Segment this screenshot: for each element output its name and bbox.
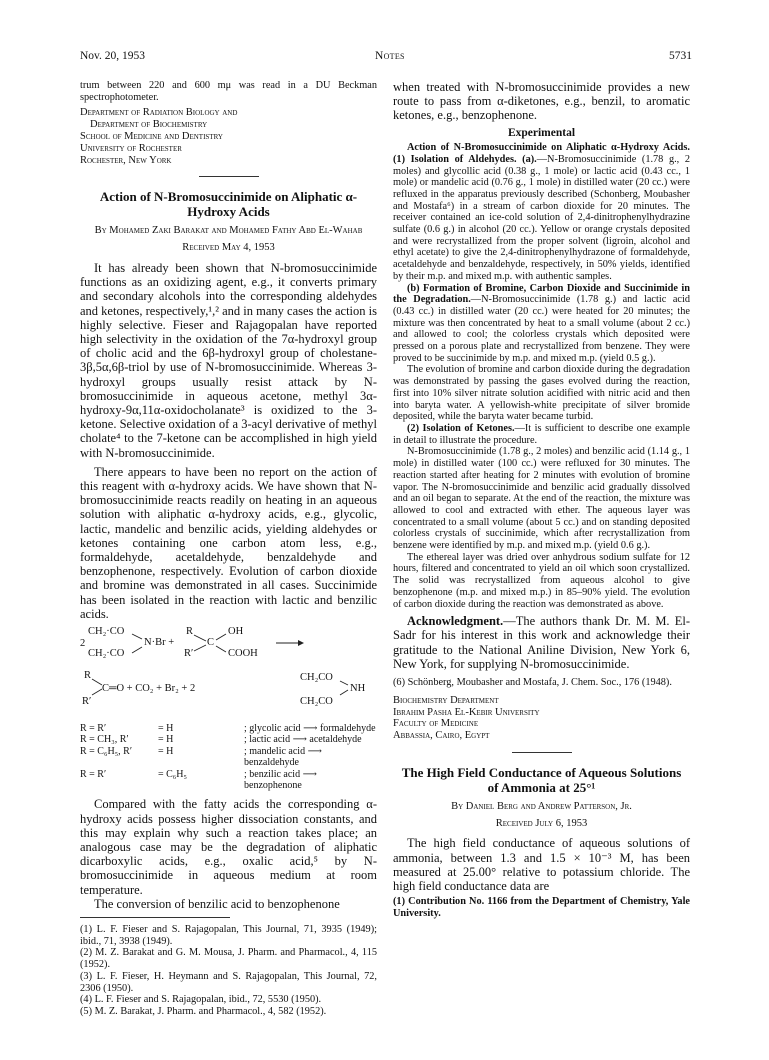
article-byline: By Mohamed Zaki Barakat and Mohamed Fathy Abd El-Wahab (94, 225, 363, 237)
paragraph (393, 283, 690, 365)
table-cell: ; benzilic acid ⟶ benzophenone (244, 768, 317, 791)
reaction-scheme (80, 625, 377, 721)
table-row (80, 746, 377, 769)
scheme-acid-r: R (186, 625, 194, 637)
paragraph: Compared with the fatty acids the corresponding α-hydroxy acids possess higher dissociation constants, and this may explain why such a reaction takes place; an analogous case may be the degradation of aliphatic dicarboxylic acids, e.g., oxalic acid,⁵ by N-bromosuccinimide in aqueous medium at room temperature. (80, 797, 377, 897)
table-cell: = H (158, 722, 174, 734)
affiliation-line: Rochester, New York (80, 154, 172, 166)
paragraph-text: —N-Bromosuccinimide (1.78 g., 2 moles) and glycollic acid (0.38 g., 1 mole) or lactic acid (0.43 cc., 1 mole) or mandelic acid (0.76 g., 1 mole) in distilled water (20 cc.) were refluxed in the apparatus previously described (Schonberg, Moubasher and Mostafa⁶) in a stream of carbon dioxide for 20 minutes. The receiver contained an ice-cold solution of 2,4-dinitrophenylhydrazine sulfate (0.6 g.) in alcohol (20 cc.). Yellow or orange crystals deposited and were recrystallized from the proper solvent (ligroin, alcohol and ethyl acetate) to give the 2,4-dinitrophenylhydrazone of formaldehyde, acetaldehyde and benzaldehyde, respectively, in 50% yields, identified by their m.p. and mixed m.p. with authentic samples. (393, 153, 691, 282)
paragraph: N-Bromosuccinimide (1.78 g., 2 moles) and benzilic acid (1.14 g., 1 mole) in distilled water (100 cc.) were refluxed for 30 minutes. The reaction started after heating for 2 minutes with evolution of bromine vapor. The N-bromosuccinimide and benzilic acid gradually dissolved and an oil began to separate. At the end of the reaction, the mixture was allowed to cool and extracted with ether. The aqueous layer was concentrated to a small volume (about 5 cc.) and on standing deposited colorless crystals of succinimide, which after recrystallization from benzene were identified by m.p. and mixed m.p. (yield 0.6 g.). (393, 446, 690, 552)
scheme-nbs-n: N·Br + (144, 636, 175, 648)
table-cell: R = CH₃, R′ (80, 734, 129, 746)
header-section: Notes (375, 50, 405, 62)
scheme-acid-cooh: COOH (228, 647, 258, 659)
affiliation-line: School of Medicine and Dentistry (80, 131, 223, 142)
paragraph-text: —It is sufficient to describe one example in detail to illustrate the procedure. (393, 422, 690, 446)
received-date: Received May 4, 1953 (182, 242, 275, 254)
affiliation-line: Department of Radiation Biology and (80, 107, 238, 119)
scheme-product-r: R (84, 669, 92, 681)
section-heading-experimental: Experimental (507, 126, 576, 139)
scheme-coefficient: 2 (80, 637, 86, 649)
footnote: (1) Contribution No. 1166 from the Department of Chemistry, Yale University. (393, 896, 690, 919)
paragraph (393, 423, 690, 446)
run-in-heading: Action of N-Bromosuccinimide on Aliphatic α-Hydroxy Acids. (1) Isolation of Aldehydes. (a). (393, 142, 690, 165)
table-row (80, 769, 377, 792)
section-divider (512, 752, 572, 753)
table-cell: ; glycolic acid ⟶ formaldehyde (244, 722, 376, 734)
paragraph (393, 142, 690, 282)
header-page-number: 5731 (669, 50, 692, 62)
footnote: (5) M. Z. Barakat, J. Pharm. and Pharmacol., 4, 582 (1952). (80, 1005, 327, 1017)
received-date: Received July 6, 1953 (495, 817, 588, 829)
scheme-product-r-prime: R′ (82, 695, 92, 707)
paragraph: The conversion of benzilic acid to benzophenone (94, 896, 340, 911)
affiliation-line: Department of Biochemistry (90, 119, 208, 131)
paragraph: The ethereal layer was dried over anhydrous sodium sulfate for 12 hours, filtered and concentrated to yield an oil which soon crystallized. The solid was recrystallized from aqueous alcohol to give benzophenone (m.p. and mixed m.p.) in 85–90% yield. The evolution of carbon dioxide during the reaction was demonstrated as above. (393, 551, 690, 610)
table-cell: ; lactic acid ⟶ acetaldehyde (244, 734, 362, 746)
paragraph: It has already been shown that N-bromosuccinimide functions as an oxidizing agent, e.g., it converts primary and secondary alcohols into the corresponding aldehydes and ketones, respectively,¹,² and in many cases the action is highly selective. Fieser and Rajagopalan have reported high selectivity in the oxidation of the 7α-hydroxyl group of cholic acid and the 6β-hydroxyl group of cholestane-3β,5α,6β-triol by use of N-bromosuccinimide. Whereas 3-hydroxyl groups usually resist attack by N-bromosuccinimide in aqueous acetone, methyl 3α-hydroxy-9α,11α-oxidocholanate³ is oxidized to the 3-ketone. Selective oxidation of a 3-acyl derivative of methyl cholate⁴ to the 7-ketone can be accomplished in high yield with N-bromosuccinimide. (80, 260, 377, 460)
scheme-acid-oh: OH (228, 625, 244, 637)
footnote: (1) L. F. Fieser and S. Rajagopalan, This Journal, 71, 3935 (1949); ibid., 71, 3938 (1949). (80, 924, 377, 947)
page-header (80, 50, 692, 66)
table-cell: = H (158, 745, 174, 757)
table-cell: ; mandelic acid ⟶ benzaldehyde (244, 745, 322, 769)
affiliation-line: Biochemistry Department (393, 694, 499, 706)
left-column (80, 80, 377, 1018)
affiliation-line: Faculty of Medicine (393, 718, 479, 730)
substituent-table (80, 723, 377, 791)
paragraph-text: —N-Bromosuccinimide (1.78 g.) and lactic acid (0.43 cc.) in distilled water (20 cc.) were heated for 20 minutes; the mixture was then concentrated by heat to a small volume (about 2 cc.) and allowed to cool; the colorless crystals which deposited were pressed on a porous plate and recrystallized from benzene. They were proved to be succinimide by m.p. and mixed m.p. (yield 0.5 g.). (393, 294, 690, 364)
scheme-succinimide-bottom: CH₂CO (300, 695, 333, 707)
scheme-succinimide-top: CH₂CO (300, 671, 333, 683)
footnote: (4) L. F. Fieser and S. Rajagopalan, ibid., 72, 5530 (1950). (80, 994, 322, 1006)
paragraph: There appears to have been no report on the action of this reagent with α-hydroxy acids. We have shown that N-bromosuccinimide reacts readily on heating in an aqueous solution with aliphatic α-hydroxy acids, e.g., glycolic, lactic, mandelic and benzilic acids, yielding aldehydes or ketones containing one carbon atom less, e.g., formaldehyde, acetaldehyde, benzaldehyde and benzophenone, respectively. Evolution of carbon dioxide and bromine was demonstrated in all cases. Succinimide has been isolated in the reaction with lactic and benzilic acids. (80, 464, 377, 621)
header-date: Nov. 20, 1953 (80, 50, 146, 62)
paragraph: when treated with N-bromosuccinimide provides a new route to pass from α-diketones, e.g., benzil, to aromatic ketones, e.g., benzophenone. (393, 80, 690, 123)
scheme-nbs-top: CH₂·CO (88, 625, 125, 637)
scheme-product-main: C═O + CO₂ + Br₂ + 2 (102, 682, 196, 694)
scheme-succinimide-nh: NH (350, 682, 366, 694)
scheme-acid-r-prime: R′ (184, 647, 194, 659)
footnote: (3) L. F. Fieser, H. Heymann and S. Rajagopalan, This Journal, 72, 2306 (1950). (80, 970, 377, 994)
affiliation-rochester (80, 107, 377, 166)
scheme-nbs-bottom: CH₂·CO (88, 647, 125, 659)
table-row (80, 734, 377, 745)
table-cell: R = C₆H₅, R′ (80, 745, 133, 757)
right-column (393, 80, 690, 920)
footnote: (6) Schönberg, Moubasher and Mostafa, J. Chem. Soc., 176 (1948). (393, 677, 672, 689)
affiliation-cairo (393, 695, 690, 742)
scheme-acid-c: C (207, 636, 215, 648)
footnote-divider (80, 917, 230, 918)
article-title: Action of N-Bromosuccinimide on Aliphatic α-Hydroxy Acids (99, 189, 358, 220)
table-cell: R = R′ (80, 768, 107, 780)
article-title: The High Field Conductance of Aqueous Solutions of Ammonia at 25°¹ (401, 764, 682, 795)
affiliation-line: Abbassia, Cairo, Egypt (393, 730, 490, 742)
paragraph: The evolution of bromine and carbon dioxide during the degradation was demonstrated by passing the gases evolved during the reaction, first into 10% silver nitrate solution acidified with nitric acid and then into baryta water. A yellowish-white precipitate of silver bromide deposited, while the baryta water became turbid. (393, 364, 690, 423)
acknowledgment (393, 614, 690, 671)
run-in-heading: (2) Isolation of Ketones. (407, 422, 515, 434)
run-in-heading: Acknowledgment. (407, 614, 504, 629)
footnote: (2) M. Z. Barakat and G. M. Mousa, J. Pharm. and Pharmacol., 4, 115 (1952). (80, 947, 377, 971)
paragraph-text: —The authors thank Dr. M. M. El-Sadr for his interest in this work and acknowledge their gratitude to the National Aniline Division, New York 6, New York, for supplying N-bromosuccinimide. (393, 614, 690, 671)
table-cell: = C₆H₅ (158, 768, 188, 780)
paragraph: The high field conductance of aqueous solutions of ammonia, between 1.3 and 1.5 × 10⁻³ M, has been measured at 25.00° relative to potassium chloride. The high field conductance data are (393, 836, 690, 894)
intro-text: trum between 220 and 600 mμ was read in a DU Beckman spectrophotometer. (80, 80, 377, 103)
table-cell: = H (158, 734, 174, 746)
section-divider (199, 176, 259, 177)
affiliation-line: Ibrahim Pasha El-Kebir University (393, 706, 540, 718)
run-in-heading: (b) Formation of Bromine, Carbon Dioxide and Succinimide in the Degradation. (393, 282, 690, 306)
article-byline: By Daniel Berg and Andrew Patterson, Jr. (451, 800, 632, 812)
table-cell: R = R′ (80, 722, 107, 734)
affiliation-line: University of Rochester (80, 142, 182, 154)
table-row (80, 723, 377, 734)
